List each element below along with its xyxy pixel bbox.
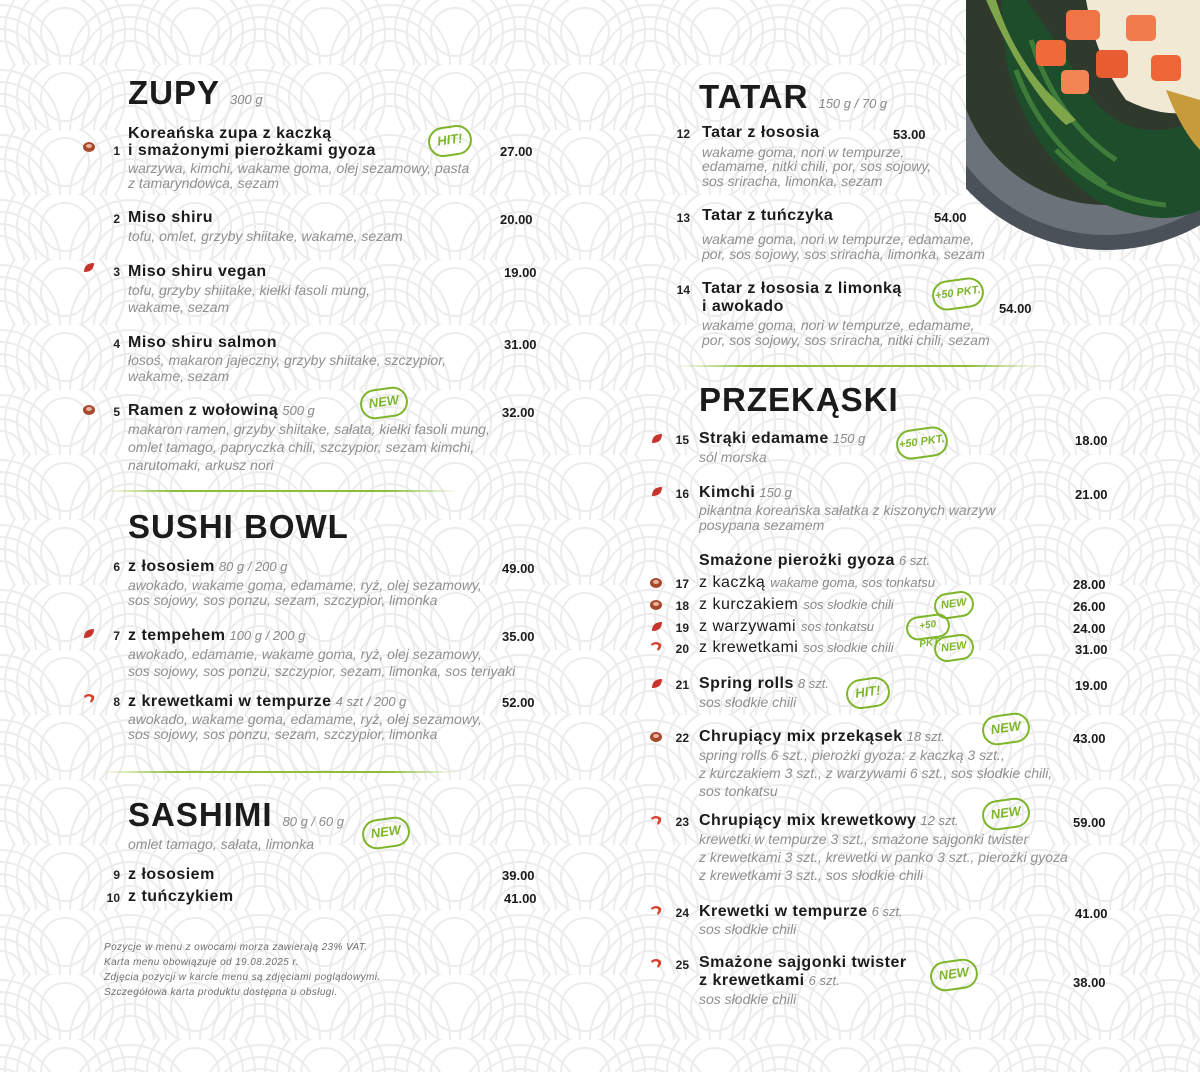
item-weight: 18 szt. bbox=[906, 729, 945, 744]
item-desc-line: edamame, nitki chili, por, sos sojowy, bbox=[702, 158, 932, 174]
item-name: z krewetkami sos słodkie chili bbox=[699, 639, 894, 656]
item-number: 16 bbox=[675, 487, 689, 501]
item-price: 19.00 bbox=[504, 265, 537, 280]
item-name: z łososiem bbox=[128, 866, 215, 883]
plus-50-points-badge: +50 PKT. bbox=[894, 425, 950, 462]
item-price: 54.00 bbox=[934, 210, 967, 225]
item-name: Miso shiru salmon bbox=[128, 334, 277, 351]
vegan-leaf-icon bbox=[651, 433, 663, 444]
shrimp-icon bbox=[649, 905, 663, 916]
tatar-weight: 150 g / 70 g bbox=[818, 96, 888, 111]
item-price: 41.00 bbox=[504, 891, 537, 906]
item-price: 39.00 bbox=[502, 868, 535, 883]
item-desc-line: posypana sezamem bbox=[699, 517, 825, 533]
item-price: 38.00 bbox=[1073, 975, 1106, 990]
item-name-line1: Smażone sajgonki twister bbox=[699, 954, 907, 971]
item-desc-line: sos słodkie chili bbox=[699, 921, 797, 937]
item-price: 59.00 bbox=[1073, 815, 1106, 830]
item-weight: 150 g bbox=[832, 431, 866, 446]
vegan-leaf-icon bbox=[651, 678, 663, 689]
item-name: z kurczakiem sos słodkie chili bbox=[699, 596, 894, 613]
item-name-line2: i awokado bbox=[702, 298, 784, 315]
item-weight: 8 szt. bbox=[797, 676, 829, 691]
item-name: z warzywami sos tonkatsu bbox=[699, 618, 875, 635]
shrimp-icon bbox=[649, 641, 663, 652]
item-number: 24 bbox=[675, 906, 689, 920]
item-price: 35.00 bbox=[502, 629, 535, 644]
shrimp-icon bbox=[82, 693, 96, 704]
item-price: 53.00 bbox=[893, 127, 926, 142]
item-number: 17 bbox=[675, 577, 689, 591]
item-desc-line: makaron ramen, grzyby shiitake, sałata, kiełki fasoli mung, bbox=[128, 421, 490, 437]
item-price: 28.00 bbox=[1073, 577, 1106, 592]
zupy-weight: 300 g bbox=[230, 92, 263, 107]
item-desc-line: tofu, grzyby shiitake, kiełki fasoli mung, bbox=[128, 282, 370, 298]
item-number: 21 bbox=[675, 678, 689, 692]
item-price: 21.00 bbox=[1075, 487, 1108, 502]
item-number: 8 bbox=[113, 695, 120, 709]
item-desc: wakame goma, sos tonkatsu bbox=[770, 575, 935, 590]
meat-icon bbox=[650, 731, 662, 742]
item-number: 22 bbox=[675, 731, 689, 745]
footnote-line: Pozycje w menu z owocami morza zawierają 23% VAT. bbox=[104, 942, 368, 953]
shrimp-icon bbox=[649, 958, 663, 969]
item-name: Tatar z łososia bbox=[702, 124, 820, 141]
item-desc-line: awokado, edamame, wakame goma, ryż, olej sezamowy, bbox=[128, 646, 482, 662]
item-number: 18 bbox=[675, 599, 689, 613]
section-title-tatar: TATAR 150 g / 70 g bbox=[699, 78, 888, 115]
section-title-przekaski: PRZEKĄSKI bbox=[699, 381, 899, 418]
item-name-line1: Koreańska zupa z kaczką bbox=[128, 125, 332, 142]
item-name: Ramen z wołowiną 500 g bbox=[128, 402, 315, 419]
item-weight: 100 g / 200 g bbox=[229, 628, 306, 643]
section-title-sushi-bowl: SUSHI BOWL bbox=[128, 508, 349, 545]
item-name-line1: Tatar z łososia z limonką bbox=[702, 280, 902, 297]
vegan-leaf-icon bbox=[651, 621, 663, 632]
vegan-leaf-icon bbox=[651, 486, 663, 497]
item-desc-line: por, sos sojowy, sos sriracha, nitki chili, sezam bbox=[702, 332, 990, 348]
item-desc-line: sos sojowy, sos ponzu, sezam, szczypior, limonka bbox=[128, 592, 438, 608]
item-desc-line: sos sojowy, sos ponzu, szczypior, sezam, limonka, sos teriyaki bbox=[128, 663, 516, 679]
item-weight: 500 g bbox=[282, 403, 315, 418]
item-weight: 80 g / 200 g bbox=[218, 559, 288, 574]
section-title-sashimi: SASHIMI 80 g / 60 g bbox=[128, 796, 344, 833]
meat-icon bbox=[650, 577, 662, 588]
shrimp-icon bbox=[649, 815, 663, 826]
gyoza-group-title: Smażone pierożki gyoza 6 szt. bbox=[699, 552, 931, 569]
item-desc-line: z krewetkami 3 szt., krewetki w panko 3 szt., pierożki gyoza bbox=[699, 849, 1068, 865]
item-price: 43.00 bbox=[1073, 731, 1106, 746]
new-badge: NEW bbox=[932, 632, 975, 663]
item-number: 13 bbox=[676, 211, 690, 225]
item-number: 7 bbox=[113, 629, 120, 643]
section-divider bbox=[103, 771, 458, 773]
tatar-bowl-photo bbox=[966, 0, 1200, 254]
section-title-zupy: ZUPY 300 g bbox=[128, 74, 263, 111]
item-name: z tuńczykiem bbox=[128, 888, 234, 905]
item-desc: sos słodkie chili bbox=[803, 597, 894, 612]
item-name: z krewetkami w tempurze 4 szt / 200 g bbox=[128, 693, 407, 710]
item-name-line2: z krewetkami 6 szt. bbox=[699, 972, 840, 989]
item-number: 12 bbox=[676, 127, 690, 141]
item-price: 20.00 bbox=[500, 212, 533, 227]
item-price: 18.00 bbox=[1075, 433, 1108, 448]
gyoza-weight: 6 szt. bbox=[898, 553, 931, 568]
item-name: z łososiem 80 g / 200 g bbox=[128, 558, 288, 575]
item-number: 15 bbox=[675, 433, 689, 447]
item-name: Kimchi 150 g bbox=[699, 484, 792, 501]
item-price: 31.00 bbox=[504, 337, 537, 352]
item-number: 20 bbox=[675, 642, 689, 656]
item-name: Miso shiru vegan bbox=[128, 263, 267, 280]
item-desc-line: sos sriracha, limonka, sezam bbox=[702, 173, 883, 189]
hit-badge: HIT! bbox=[844, 675, 892, 711]
item-number: 10 bbox=[106, 891, 120, 905]
item-name: z tempehem 100 g / 200 g bbox=[128, 627, 306, 644]
plus-50-points-badge: +50 PKT. bbox=[905, 612, 952, 642]
item-desc-line: wakame, sezam bbox=[128, 299, 230, 315]
new-badge: NEW bbox=[980, 796, 1032, 832]
item-number: 14 bbox=[676, 283, 690, 297]
item-weight: 6 szt. bbox=[808, 973, 840, 988]
item-number: 19 bbox=[675, 621, 689, 635]
item-desc-line: por, sos sojowy, sos sriracha, limonka, sezam bbox=[702, 246, 985, 262]
item-desc-line: sól morska bbox=[699, 449, 767, 465]
item-desc-line: z krewetkami 3 szt., sos słodkie chili bbox=[699, 867, 924, 883]
item-number: 9 bbox=[113, 868, 120, 882]
item-desc-line: pikantna koreańska sałatka z kiszonych warzyw bbox=[699, 502, 996, 518]
footnote-line: Karta menu obowiązuje od 19.08.2025 r. bbox=[104, 957, 299, 968]
item-number: 6 bbox=[113, 560, 120, 574]
footnote-line: Szczegółowa karta produktu dostępna u obsługi. bbox=[104, 987, 338, 998]
item-number: 23 bbox=[675, 815, 689, 829]
vegan-leaf-icon bbox=[83, 262, 95, 273]
item-price: 19.00 bbox=[1075, 678, 1108, 693]
item-weight: 6 szt. bbox=[871, 904, 903, 919]
meat-icon bbox=[83, 404, 95, 415]
item-desc: sos słodkie chili bbox=[803, 640, 894, 655]
item-price: 27.00 bbox=[500, 144, 533, 159]
item-desc: sos tonkatsu bbox=[801, 619, 875, 634]
sashimi-desc: omlet tamago, sałata, limonka bbox=[128, 836, 314, 852]
item-price: 52.00 bbox=[502, 695, 535, 710]
item-number: 2 bbox=[113, 212, 120, 226]
item-price: 31.00 bbox=[1075, 642, 1108, 657]
new-badge: NEW bbox=[928, 957, 980, 993]
new-badge: NEW bbox=[360, 815, 412, 851]
item-desc-line: spring rolls 6 szt., pierożki gyoza: z kaczką 3 szt., bbox=[699, 747, 1005, 763]
item-desc-line: sos słodkie chili bbox=[699, 694, 797, 710]
item-name-line2: i smażonymi pierożkami gyoza bbox=[128, 142, 376, 159]
item-price: 54.00 bbox=[999, 301, 1032, 316]
item-desc-line: tofu, omlet, grzyby shiitake, wakame, sezam bbox=[128, 228, 403, 244]
item-desc-line: warzywa, kimchi, wakame goma, olej sezamowy, pasta bbox=[128, 160, 470, 176]
item-price: 32.00 bbox=[502, 405, 535, 420]
item-weight: 12 szt. bbox=[920, 813, 959, 828]
item-name: Chrupiący mix przekąsek 18 szt. bbox=[699, 728, 945, 745]
item-desc-line: sos tonkatsu bbox=[699, 783, 778, 799]
item-desc-line: z tamaryndowca, sezam bbox=[128, 175, 279, 191]
item-weight: 150 g bbox=[759, 485, 792, 500]
section-divider bbox=[103, 490, 458, 492]
item-number: 1 bbox=[113, 144, 120, 158]
item-price: 24.00 bbox=[1073, 621, 1106, 636]
new-badge: NEW bbox=[358, 385, 410, 421]
new-badge: NEW bbox=[980, 711, 1032, 747]
item-name: Krewetki w tempurze 6 szt. bbox=[699, 903, 903, 920]
plus-50-points-badge: +50 PKT. bbox=[930, 276, 986, 313]
item-price: 49.00 bbox=[502, 561, 535, 576]
item-desc-line: wakame goma, nori w tempurze, bbox=[702, 144, 905, 160]
item-desc-line: wakame goma, nori w tempurze, edamame, bbox=[702, 231, 975, 247]
item-price: 41.00 bbox=[1075, 906, 1108, 921]
item-name: Miso shiru bbox=[128, 209, 214, 226]
item-desc-line: krewetki w tempurze 3 szt., smażone sajgonki twister bbox=[699, 831, 1029, 847]
item-number: 5 bbox=[113, 405, 120, 419]
item-desc-line: awokado, wakame goma, edamame, ryż, olej sezamowy, bbox=[128, 711, 482, 727]
item-weight: 4 szt / 200 g bbox=[335, 694, 407, 709]
item-name: Tatar z tuńczyka bbox=[702, 207, 834, 224]
item-desc-line: omlet tamago, papryczka chili, szczypior, sezam kimchi, bbox=[128, 439, 475, 455]
section-divider bbox=[676, 365, 1041, 367]
item-desc-line: wakame, sezam bbox=[128, 368, 230, 384]
item-number: 4 bbox=[113, 337, 120, 351]
new-badge: NEW bbox=[932, 589, 975, 620]
item-price: 26.00 bbox=[1073, 599, 1106, 614]
meat-icon bbox=[83, 141, 95, 152]
item-name: Spring rolls 8 szt. bbox=[699, 675, 829, 692]
item-desc-line: awokado, wakame goma, edamame, ryż, olej sezamowy, bbox=[128, 577, 482, 593]
item-desc-line: sos słodkie chili bbox=[699, 991, 797, 1007]
item-name: Chrupiący mix krewetkowy 12 szt. bbox=[699, 812, 959, 829]
item-name: Strąki edamame 150 g bbox=[699, 430, 866, 447]
meat-icon bbox=[650, 599, 662, 610]
item-desc-line: z kurczakiem 3 szt., z warzywami 6 szt., sos słodkie chili, bbox=[699, 765, 1053, 781]
sashimi-weight: 80 g / 60 g bbox=[282, 814, 344, 829]
item-name: z kaczką wakame goma, sos tonkatsu bbox=[699, 574, 935, 591]
item-number: 3 bbox=[113, 265, 120, 279]
footnote-line: Zdjęcia pozycji w karcie menu są zdjęciami poglądowymi. bbox=[104, 972, 381, 983]
item-desc-line: narutomaki, arkusz nori bbox=[128, 457, 274, 473]
item-desc-line: łosoś, makaron jajeczny, grzyby shiitake, szczypior, bbox=[128, 352, 446, 368]
item-desc-line: sos sojowy, sos ponzu, sezam, szczypior, limonka bbox=[128, 726, 438, 742]
hit-badge: HIT! bbox=[426, 123, 474, 159]
item-number: 25 bbox=[675, 958, 689, 972]
item-desc-line: wakame goma, nori w tempurze, edamame, bbox=[702, 317, 975, 333]
vegan-leaf-icon bbox=[83, 628, 95, 639]
